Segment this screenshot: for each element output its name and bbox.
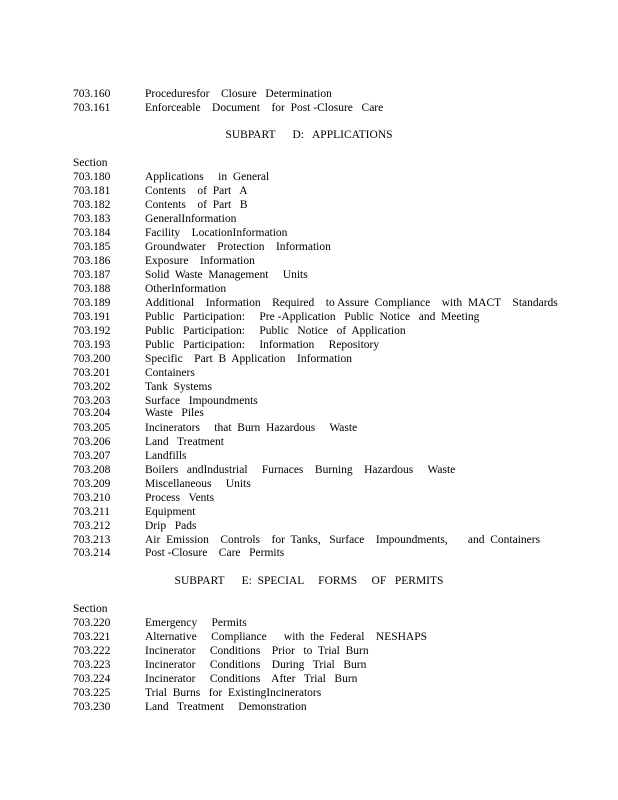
section-title: Public Participation: Information Repository [145,339,380,351]
section-title: Waste Piles [145,407,204,419]
section-title: Post -Closure Care Permits [145,547,285,559]
section-number: 703.210 [73,492,111,504]
section-title: GeneralInformation [145,213,237,225]
section-title: Applications in General [145,171,270,183]
section-row [73,87,332,101]
section-number: 703.181 [73,185,111,197]
section-number: 703.204 [73,407,111,419]
section-title: Incinerators that Burn Hazardous Waste [145,422,358,434]
section-number: 703.205 [73,422,111,434]
section-number: 703.212 [73,520,111,532]
section-number: 703.187 [73,269,111,281]
section-number: 703.207 [73,450,111,462]
section-number: 703.202 [73,381,111,393]
section-title: OtherInformation [145,283,227,295]
section-title: Containers [145,367,195,379]
section-number: 703.161 [73,102,111,114]
section-column-label: Section [73,603,108,615]
section-column-label: Section [73,157,108,169]
section-title: Land Treatment Demonstration [145,701,307,713]
section-number: 703.208 [73,464,111,476]
section-title: Exposure Information [145,255,255,267]
section-number: 703.223 [73,659,111,671]
section-title: Alternative Compliance with the Federal NESHAPS [145,631,428,643]
section-number: 703.209 [73,478,111,490]
section-number: 703.213 [73,534,111,546]
section-title: Tank Systems [145,381,212,393]
section-title: Boilers andIndustrial Furnaces Burning Hazardous Waste [145,464,456,476]
section-title: Public Participation: Pre -Application Public Notice and Meeting [145,311,480,323]
section-number: 703.192 [73,325,111,337]
section-number: 703.222 [73,645,111,657]
section-title: Proceduresfor Closure Determination [145,88,332,100]
section-title: Public Participation: Public Notice of Application [145,325,406,337]
section-number: 703.211 [73,506,110,518]
section-title: Incinerator Conditions During Trial Burn [145,659,367,671]
section-number: 703.200 [73,353,111,365]
subpart-d-heading: SUBPART D: APPLICATIONS [225,129,393,141]
section-number: 703.221 [73,631,111,643]
section-number: 703.184 [73,227,111,239]
section-title: Emergency Permits [145,617,247,629]
section-number: 703.182 [73,199,111,211]
section-number: 703.193 [73,339,111,351]
section-title: Drip Pads [145,520,197,532]
section-row [73,101,384,115]
section-title: Facility LocationInformation [145,227,288,239]
section-number: 703.180 [73,171,111,183]
section-number: 703.188 [73,283,111,295]
section-title: Incinerator Conditions Prior to Trial Burn [145,645,369,657]
section-title: Contents of Part B [145,199,248,211]
section-title: Process Vents [145,492,215,504]
section-title: Miscellaneous Units [145,478,251,490]
section-number: 703.220 [73,617,111,629]
section-title: Contents of Part A [145,185,248,197]
section-title: Incinerator Conditions After Trial Burn [145,673,358,685]
section-number: 703.186 [73,255,111,267]
section-number: 703.185 [73,241,111,253]
section-title: Landfills [145,450,187,462]
section-title: Enforceable Document for Post -Closure Care [145,102,384,114]
section-number: 703.160 [73,88,111,100]
section-title: Groundwater Protection Information [145,241,331,253]
section-title: Air Emission Controls for Tanks, Surface Impoundments, and Containers [145,534,541,546]
section-title: Land Treatment [145,436,224,448]
section-number: 703.183 [73,213,111,225]
section-title: Solid Waste Management Units [145,269,308,281]
section-title: Trial Burns for ExistingIncinerators [145,687,322,699]
section-title: Equipment [145,506,196,518]
section-number: 703.191 [73,311,111,323]
section-number: 703.225 [73,687,111,699]
section-number: 703.189 [73,297,111,309]
section-number: 703.201 [73,367,111,379]
section-title: Additional Information Required to Assure Compliance with MACT Standards [145,297,558,309]
section-number: 703.203 [73,395,111,407]
subpart-e-heading: SUBPART E: SPECIAL FORMS OF PERMITS [174,575,444,587]
section-title: Specific Part B Application Information [145,353,352,365]
section-number: 703.214 [73,547,111,559]
section-number: 703.230 [73,701,111,713]
section-number: 703.206 [73,436,111,448]
section-number: 703.224 [73,673,111,685]
section-title: Surface Impoundments [145,395,258,407]
